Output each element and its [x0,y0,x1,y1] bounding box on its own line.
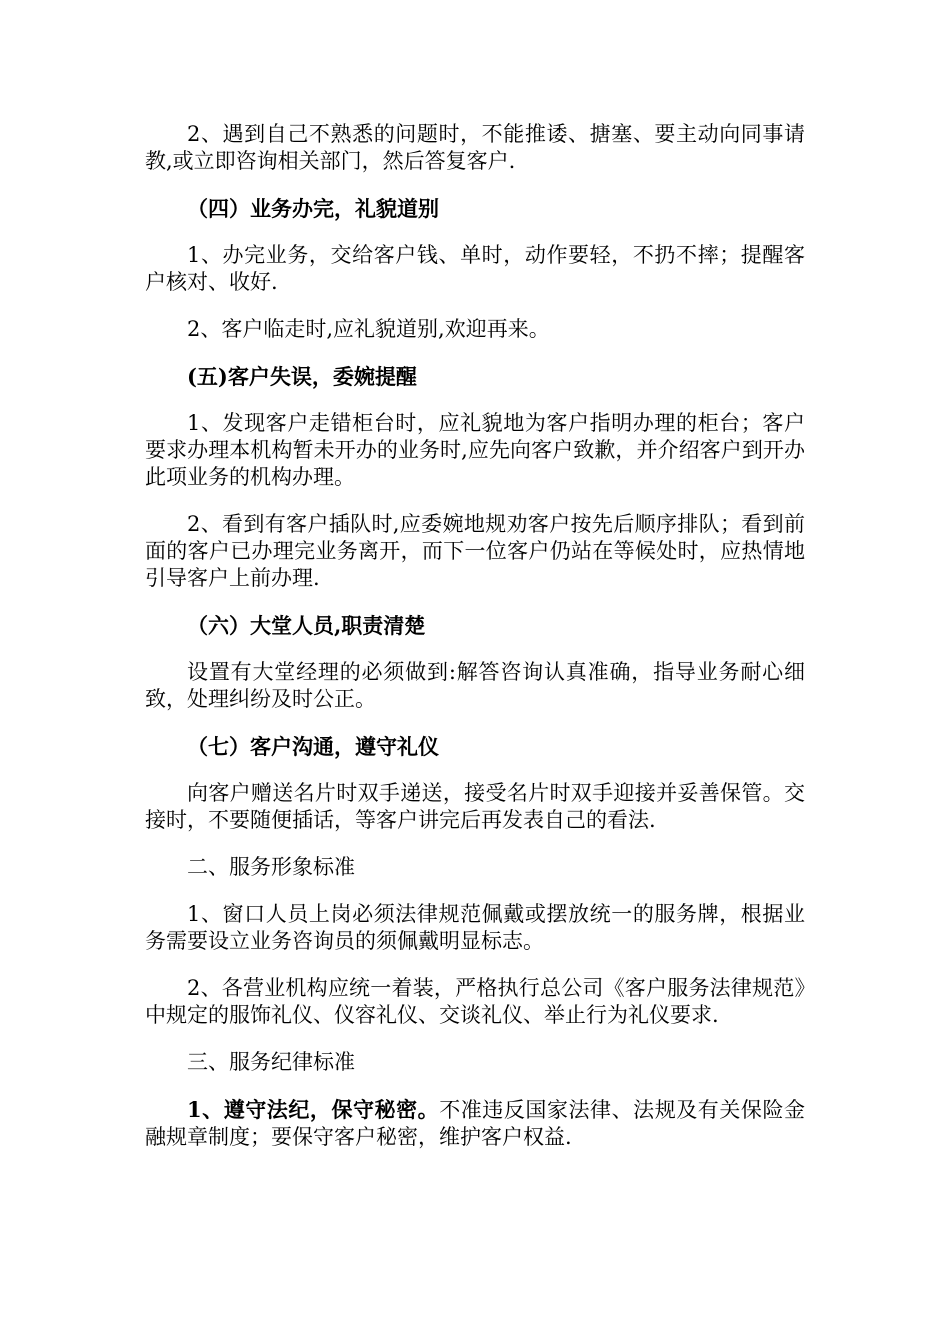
paragraph-lead-bold: 1、遵守法纪，保守秘密。 [187,1097,440,1122]
document-body [145,121,805,1171]
heading-section-six: （六）大堂人员,职责清楚 [187,613,426,638]
paragraph-observe-law [145,1096,805,1151]
paragraph-queue-jumping: 2、看到有客户插队时,应委婉地规劝客户按先后顺序排队；看到前面的客户已办理完业务离开，而下一位客户仍站在等候处时，应热情地引导客户上前办理. [145,512,805,590]
heading-section-five: (五)客户失误，委婉提醒 [187,364,417,389]
heading-section-four: （四）业务办完，礼貌道别 [187,196,439,221]
section-title-service-discipline: 三、服务纪律标准 [187,1050,355,1074]
paragraph-service-badge: 1、窗口人员上岗必须法律规范佩戴或摆放统一的服务牌，根据业务需要设立业务咨询员的须佩戴明显标志。 [145,902,805,953]
paragraph-business-cards: 向客户赠送名片时双手递送，接受名片时双手迎接并妥善保管。交接时，不要随便插话，等客户讲完后再发表自己的看法. [145,781,805,832]
paragraph-body-text: 不准违反国家法律、法规及有关保险金融规章制度；要保守客户秘密，维护客户权益. [145,1098,805,1149]
paragraph-lobby-manager: 设置有大堂经理的必须做到:解答咨询认真准确，指导业务耐心细致，处理纠纷及时公正。 [145,660,805,711]
paragraph-uniform-dress: 2、各营业机构应统一着装，严格执行总公司《客户服务法律规范》中规定的服饰礼仪、仪容礼仪、交谈礼仪、举止行为礼仪要求. [145,976,805,1027]
paragraph-farewell: 2、客户临走时,应礼貌道别,欢迎再来。 [187,317,550,341]
section-title-service-image: 二、服务形象标准 [187,855,355,879]
paragraph-wrong-counter: 1、发现客户走错柜台时，应礼貌地为客户指明办理的柜台；客户要求办理本机构暂未开办的业务时,应先向客户致歉，并介绍客户到开办此项业务的机构办理。 [145,411,805,489]
paragraph-consult-colleagues: 2、遇到自己不熟悉的问题时，不能推诿、搪塞、要主动向同事请教,或立即咨询相关部门，然后答复客户. [145,122,805,173]
paragraph-hand-over-items: 1、办完业务，交给客户钱、单时，动作要轻，不扔不摔；提醒客户核对、收好. [145,243,805,294]
heading-section-seven: （七）客户沟通，遵守礼仪 [187,734,439,759]
